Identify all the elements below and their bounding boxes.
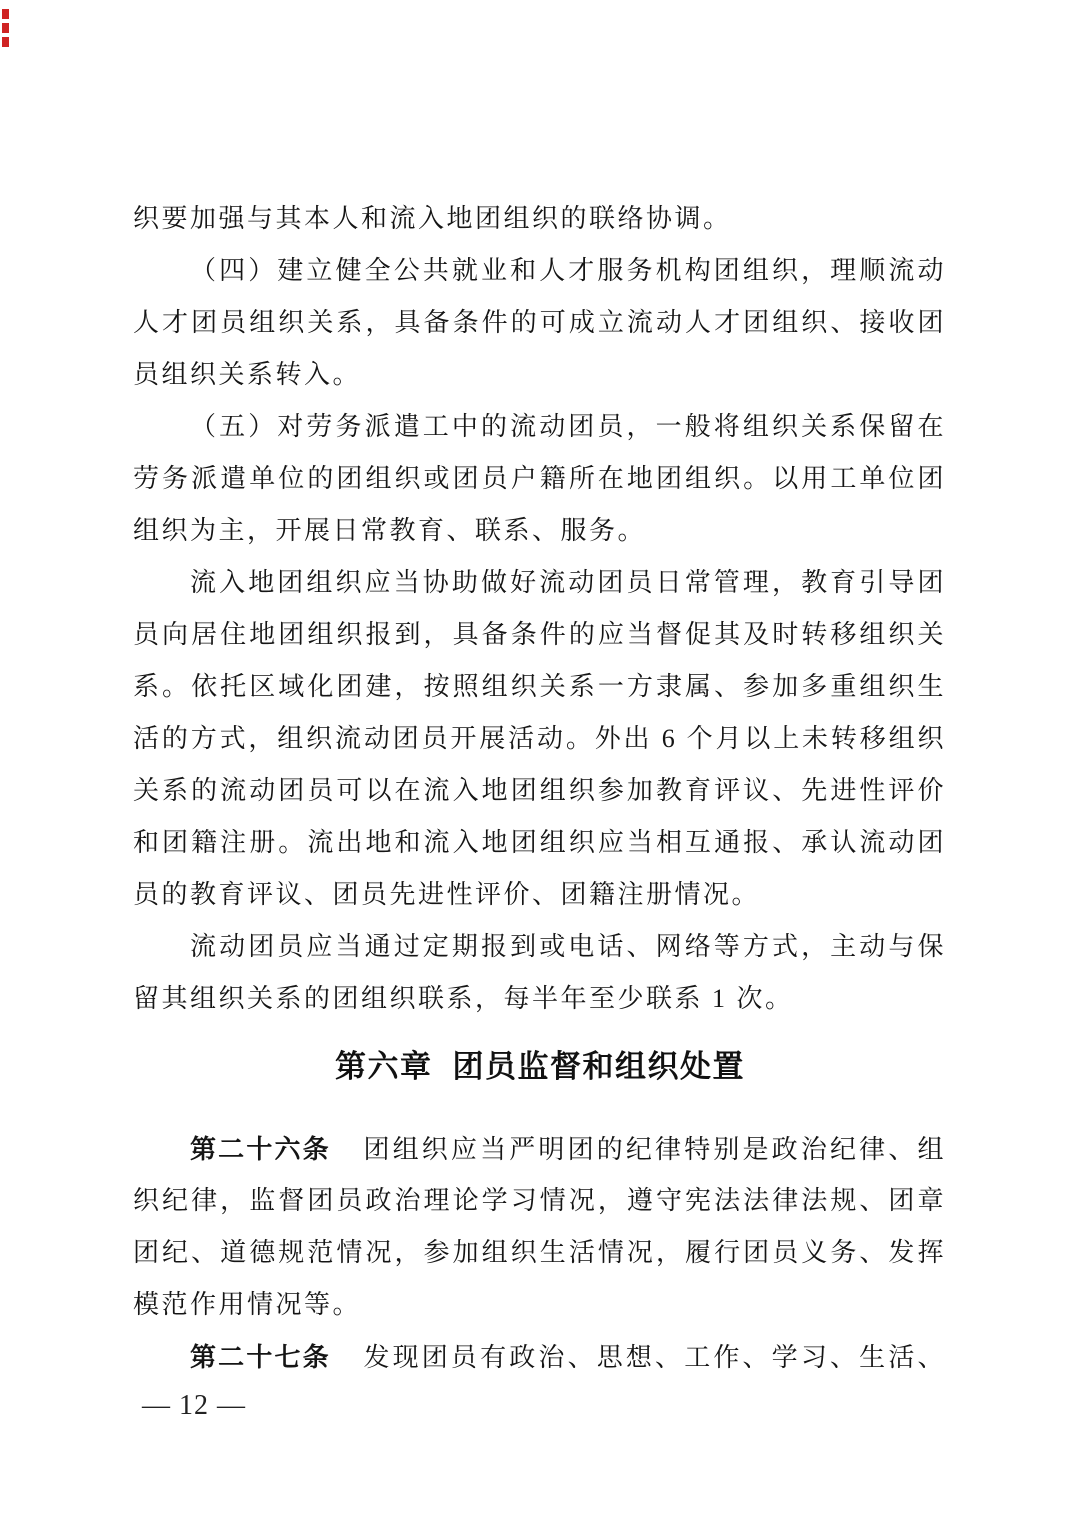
body-paragraphs <box>133 193 946 1025</box>
article-line: 模范作用情况等。 <box>133 1290 362 1319</box>
red-mark-icon <box>2 37 9 47</box>
red-mark-icon <box>2 9 9 19</box>
body-line: 系。依托区域化团建，按照组织关系一方隶属、参加多重组织生 <box>133 672 946 701</box>
body-line: 员的教育评议、团员先进性评价、团籍注册情况。 <box>133 880 761 909</box>
chapter-heading <box>0 1039 1080 1095</box>
chapter-title: 团员监督和组织处置 <box>452 1049 745 1084</box>
body-line: 员向居住地团组织报到，具备条件的应当督促其及时转移组织关 <box>133 620 946 649</box>
article-number: 第二十六条 <box>190 1134 331 1164</box>
body-line: 留其组织关系的团组织联系，每半年至少联系 1 次。 <box>133 984 794 1013</box>
article-paragraphs <box>133 1123 946 1383</box>
body-line: （四）建立健全公共就业和人才服务机构团组织，理顺流动 <box>190 256 946 285</box>
body-line: 织要加强与其本人和流入地团组织的联络协调。 <box>133 204 732 233</box>
body-line: 关系的流动团员可以在流入地团组织参加教育评议、先进性评价 <box>133 776 946 805</box>
body-line: 流动团员应当通过定期报到或电话、网络等方式，主动与保 <box>190 932 946 961</box>
article-text: 发现团员有政治、思想、工作、学习、生活、 <box>362 1343 946 1372</box>
article-number: 第二十七条 <box>190 1342 331 1372</box>
article-line <box>133 1123 946 1175</box>
scan-artifact-red-marks <box>2 9 12 51</box>
article-line: 团纪、道德规范情况，参加组织生活情况，履行团员义务、发挥 <box>133 1238 946 1267</box>
red-mark-icon <box>2 23 9 33</box>
article-text: 团组织应当严明团的纪律特别是政治纪律、组 <box>362 1135 946 1164</box>
body-line: 和团籍注册。流出地和流入地团组织应当相互通报、承认流动团 <box>133 828 946 857</box>
body-line: 员组织关系转入。 <box>133 360 362 389</box>
body-line: 活的方式，组织流动团员开展活动。外出 6 个月以上未转移组织 <box>133 724 946 753</box>
body-line: 流入地团组织应当协助做好流动团员日常管理，教育引导团 <box>190 568 946 597</box>
body-line: 组织为主，开展日常教育、联系、服务。 <box>133 516 647 545</box>
chapter-number: 第六章 <box>335 1049 433 1084</box>
article-line <box>133 1331 946 1383</box>
page-number: — 12 — <box>142 1390 246 1421</box>
body-line: （五）对劳务派遣工中的流动团员，一般将组织关系保留在 <box>190 412 946 441</box>
body-line: 劳务派遣单位的团组织或团员户籍所在地团组织。以用工单位团 <box>133 464 946 493</box>
article-line: 织纪律，监督团员政治理论学习情况，遵守宪法法律法规、团章 <box>133 1186 946 1215</box>
body-line: 人才团员组织关系，具备条件的可成立流动人才团组织、接收团 <box>133 308 946 337</box>
